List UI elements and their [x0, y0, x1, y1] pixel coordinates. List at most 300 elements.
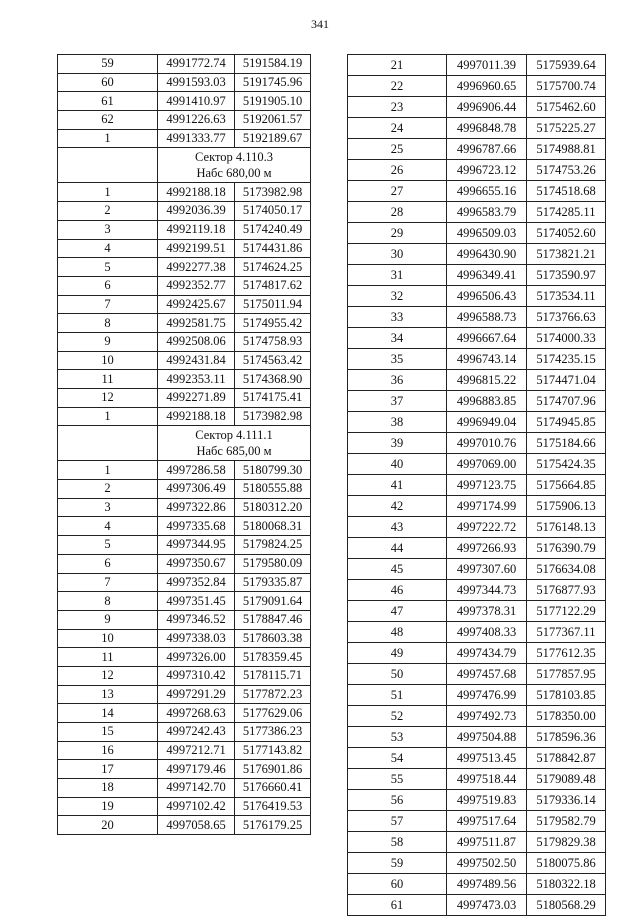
point-number-cell: 48: [348, 622, 447, 643]
point-number-cell: 35: [348, 349, 447, 370]
table-row: [348, 601, 606, 622]
y-coordinate-cell: 5180555.88: [235, 480, 311, 499]
point-number-cell: 6: [58, 554, 158, 573]
point-number-cell: 14: [58, 704, 158, 723]
x-coordinate-cell: 4996349.41: [447, 265, 527, 286]
point-number-cell: 10: [58, 351, 158, 370]
point-number-cell: 19: [58, 797, 158, 816]
point-number-cell: 57: [348, 811, 447, 832]
point-number-cell: 59: [58, 55, 158, 74]
y-coordinate-cell: 5178596.36: [527, 727, 606, 748]
x-coordinate-cell: 4992188.18: [158, 407, 235, 426]
x-coordinate-cell: 4991593.03: [158, 73, 235, 92]
point-number-cell: 13: [58, 685, 158, 704]
y-coordinate-cell: 5180068.31: [235, 517, 311, 536]
y-coordinate-cell: 5174240.49: [235, 220, 311, 239]
table-row: [58, 760, 311, 779]
y-coordinate-cell: 5174471.04: [527, 370, 606, 391]
y-coordinate-cell: 5174945.85: [527, 412, 606, 433]
point-number-cell: 44: [348, 538, 447, 559]
x-coordinate-cell: 4997517.64: [447, 811, 527, 832]
y-coordinate-cell: 5179582.79: [527, 811, 606, 832]
table-row: [348, 76, 606, 97]
x-coordinate-cell: 4997310.42: [158, 666, 235, 685]
point-number-cell: 29: [348, 223, 447, 244]
point-number-cell: 8: [58, 592, 158, 611]
point-number-cell: 11: [58, 648, 158, 667]
y-coordinate-cell: 5179336.14: [527, 790, 606, 811]
point-number-cell: 47: [348, 601, 447, 622]
sector-header-blank: [58, 426, 158, 461]
point-number-cell: 1: [58, 407, 158, 426]
x-coordinate-cell: 4997352.84: [158, 573, 235, 592]
sector-header-row: [58, 148, 311, 183]
y-coordinate-cell: 5176660.41: [235, 779, 311, 798]
x-coordinate-cell: 4991226.63: [158, 111, 235, 130]
table-row: [58, 129, 311, 148]
table-row: [348, 118, 606, 139]
point-number-cell: 42: [348, 496, 447, 517]
sector-elevation: Набс 685,00 м: [196, 444, 272, 459]
table-row: [348, 496, 606, 517]
y-coordinate-cell: 5174955.42: [235, 314, 311, 333]
y-coordinate-cell: 5178350.00: [527, 706, 606, 727]
table-row: [348, 832, 606, 853]
table-row: [348, 664, 606, 685]
x-coordinate-cell: 4997102.42: [158, 797, 235, 816]
x-coordinate-cell: 4997518.44: [447, 769, 527, 790]
x-coordinate-cell: 4997142.70: [158, 779, 235, 798]
x-coordinate-cell: 4996655.16: [447, 181, 527, 202]
table-row: [58, 351, 311, 370]
x-coordinate-cell: 4997306.49: [158, 480, 235, 499]
y-coordinate-cell: 5174050.17: [235, 202, 311, 221]
x-coordinate-cell: 4997519.83: [447, 790, 527, 811]
x-coordinate-cell: 4997222.72: [447, 517, 527, 538]
x-coordinate-cell: 4997434.79: [447, 643, 527, 664]
point-number-cell: 20: [58, 816, 158, 835]
y-coordinate-cell: 5175424.35: [527, 454, 606, 475]
y-coordinate-cell: 5177143.82: [235, 741, 311, 760]
table-row: [58, 55, 311, 74]
sector-title: Сектор 4.110.3: [195, 150, 273, 165]
y-coordinate-cell: 5176390.79: [527, 538, 606, 559]
point-number-cell: 40: [348, 454, 447, 475]
table-row: [348, 895, 606, 916]
y-coordinate-cell: 5177367.11: [527, 622, 606, 643]
table-row: [348, 580, 606, 601]
table-row: [58, 723, 311, 742]
x-coordinate-cell: 4997326.00: [158, 648, 235, 667]
x-coordinate-cell: 4997286.58: [158, 461, 235, 480]
y-coordinate-cell: 5174563.42: [235, 351, 311, 370]
y-coordinate-cell: 5174624.25: [235, 258, 311, 277]
point-number-cell: 3: [58, 220, 158, 239]
table-row: [348, 748, 606, 769]
point-number-cell: 58: [348, 832, 447, 853]
table-row: [58, 370, 311, 389]
point-number-cell: 1: [58, 129, 158, 148]
y-coordinate-cell: 5173766.63: [527, 307, 606, 328]
y-coordinate-cell: 5192061.57: [235, 111, 311, 130]
point-number-cell: 7: [58, 295, 158, 314]
y-coordinate-cell: 5179091.64: [235, 592, 311, 611]
table-row: [58, 258, 311, 277]
x-coordinate-cell: 4997335.68: [158, 517, 235, 536]
point-number-cell: 31: [348, 265, 447, 286]
point-number-cell: 7: [58, 573, 158, 592]
x-coordinate-cell: 4996583.79: [447, 202, 527, 223]
x-coordinate-cell: 4996949.04: [447, 412, 527, 433]
x-coordinate-cell: 4997473.03: [447, 895, 527, 916]
point-number-cell: 27: [348, 181, 447, 202]
table-row: [58, 741, 311, 760]
y-coordinate-cell: 5175225.27: [527, 118, 606, 139]
point-number-cell: 21: [348, 55, 447, 76]
x-coordinate-cell: 4992425.67: [158, 295, 235, 314]
table-row: [348, 769, 606, 790]
table-row: [58, 111, 311, 130]
x-coordinate-cell: 4997322.86: [158, 498, 235, 517]
x-coordinate-cell: 4992277.38: [158, 258, 235, 277]
y-coordinate-cell: 5174175.41: [235, 389, 311, 408]
y-coordinate-cell: 5176877.93: [527, 580, 606, 601]
sector-elevation: Набс 680,00 м: [196, 166, 272, 181]
point-number-cell: 38: [348, 412, 447, 433]
y-coordinate-cell: 5174052.60: [527, 223, 606, 244]
x-coordinate-cell: 4997266.93: [447, 538, 527, 559]
table-row: [348, 874, 606, 895]
point-number-cell: 61: [58, 92, 158, 111]
y-coordinate-cell: 5174431.86: [235, 239, 311, 258]
x-coordinate-cell: 4996960.65: [447, 76, 527, 97]
x-coordinate-cell: 4997212.71: [158, 741, 235, 760]
x-coordinate-cell: 4996723.12: [447, 160, 527, 181]
x-coordinate-cell: 4997378.31: [447, 601, 527, 622]
y-coordinate-cell: 5178359.45: [235, 648, 311, 667]
point-number-cell: 4: [58, 239, 158, 258]
y-coordinate-cell: 5178847.46: [235, 610, 311, 629]
x-coordinate-cell: 4997242.43: [158, 723, 235, 742]
table-row: [58, 407, 311, 426]
x-coordinate-cell: 4997291.29: [158, 685, 235, 704]
y-coordinate-cell: 5179089.48: [527, 769, 606, 790]
table-row: [58, 332, 311, 351]
x-coordinate-cell: 4997492.73: [447, 706, 527, 727]
y-coordinate-cell: 5173982.98: [235, 407, 311, 426]
table-row: [58, 779, 311, 798]
table-row: [348, 286, 606, 307]
table-row: [348, 790, 606, 811]
y-coordinate-cell: 5177122.29: [527, 601, 606, 622]
page-number: 341: [311, 17, 329, 31]
point-number-cell: 37: [348, 391, 447, 412]
table-row: [348, 538, 606, 559]
y-coordinate-cell: 5179829.38: [527, 832, 606, 853]
table-row: [58, 295, 311, 314]
point-number-cell: 54: [348, 748, 447, 769]
table-row: [348, 307, 606, 328]
y-coordinate-cell: 5178115.71: [235, 666, 311, 685]
x-coordinate-cell: 4997010.76: [447, 433, 527, 454]
x-coordinate-cell: 4991772.74: [158, 55, 235, 74]
y-coordinate-cell: 5176419.53: [235, 797, 311, 816]
point-number-cell: 12: [58, 389, 158, 408]
y-coordinate-cell: 5179580.09: [235, 554, 311, 573]
x-coordinate-cell: 4991410.97: [158, 92, 235, 111]
table-row: [348, 97, 606, 118]
table-row: [58, 592, 311, 611]
table-row: [58, 389, 311, 408]
table-row: [348, 853, 606, 874]
point-number-cell: 11: [58, 370, 158, 389]
point-number-cell: 36: [348, 370, 447, 391]
x-coordinate-cell: 4997307.60: [447, 559, 527, 580]
y-coordinate-cell: 5176901.86: [235, 760, 311, 779]
x-coordinate-cell: 4992036.39: [158, 202, 235, 221]
y-coordinate-cell: 5175184.66: [527, 433, 606, 454]
table-row: [58, 704, 311, 723]
sector-title: Сектор 4.111.1: [195, 428, 273, 443]
table-row: [348, 727, 606, 748]
table-row: [348, 685, 606, 706]
coordinates-table-left: [57, 54, 311, 835]
y-coordinate-cell: 5174368.90: [235, 370, 311, 389]
y-coordinate-cell: 5176179.25: [235, 816, 311, 835]
table-row: [348, 412, 606, 433]
table-row: [348, 349, 606, 370]
x-coordinate-cell: 4997408.33: [447, 622, 527, 643]
point-number-cell: 24: [348, 118, 447, 139]
y-coordinate-cell: 5174817.62: [235, 276, 311, 295]
x-coordinate-cell: 4997058.65: [158, 816, 235, 835]
point-number-cell: 46: [348, 580, 447, 601]
y-coordinate-cell: 5180075.86: [527, 853, 606, 874]
x-coordinate-cell: 4996848.78: [447, 118, 527, 139]
x-coordinate-cell: 4997179.46: [158, 760, 235, 779]
x-coordinate-cell: 4992581.75: [158, 314, 235, 333]
point-number-cell: 6: [58, 276, 158, 295]
x-coordinate-cell: 4997069.00: [447, 454, 527, 475]
point-number-cell: 3: [58, 498, 158, 517]
table-row: [348, 622, 606, 643]
point-number-cell: 2: [58, 202, 158, 221]
y-coordinate-cell: 5178603.38: [235, 629, 311, 648]
x-coordinate-cell: 4997351.45: [158, 592, 235, 611]
y-coordinate-cell: 5174707.96: [527, 391, 606, 412]
table-row: [58, 554, 311, 573]
table-row: [348, 475, 606, 496]
x-coordinate-cell: 4997489.56: [447, 874, 527, 895]
y-coordinate-cell: 5191584.19: [235, 55, 311, 74]
x-coordinate-cell: 4996883.85: [447, 391, 527, 412]
point-number-cell: 39: [348, 433, 447, 454]
y-coordinate-cell: 5179824.25: [235, 536, 311, 555]
y-coordinate-cell: 5191745.96: [235, 73, 311, 92]
y-coordinate-cell: 5173821.21: [527, 244, 606, 265]
x-coordinate-cell: 4996509.03: [447, 223, 527, 244]
point-number-cell: 9: [58, 332, 158, 351]
point-number-cell: 53: [348, 727, 447, 748]
y-coordinate-cell: 5177857.95: [527, 664, 606, 685]
sector-header-blank: [58, 148, 158, 183]
table-row: [348, 517, 606, 538]
point-number-cell: 9: [58, 610, 158, 629]
point-number-cell: 52: [348, 706, 447, 727]
table-row: [58, 183, 311, 202]
y-coordinate-cell: 5178103.85: [527, 685, 606, 706]
y-coordinate-cell: 5175906.13: [527, 496, 606, 517]
table-row: [58, 498, 311, 517]
y-coordinate-cell: 5174000.33: [527, 328, 606, 349]
table-row: [58, 202, 311, 221]
table-row: [348, 643, 606, 664]
point-number-cell: 51: [348, 685, 447, 706]
x-coordinate-cell: 4997011.39: [447, 55, 527, 76]
table-row: [58, 276, 311, 295]
x-coordinate-cell: 4997513.45: [447, 748, 527, 769]
point-number-cell: 4: [58, 517, 158, 536]
point-number-cell: 26: [348, 160, 447, 181]
sector-header: [158, 426, 311, 461]
x-coordinate-cell: 4997346.52: [158, 610, 235, 629]
y-coordinate-cell: 5180799.30: [235, 461, 311, 480]
table-row: [348, 559, 606, 580]
x-coordinate-cell: 4997123.75: [447, 475, 527, 496]
y-coordinate-cell: 5177872.23: [235, 685, 311, 704]
point-number-cell: 61: [348, 895, 447, 916]
table-row: [58, 648, 311, 667]
point-number-cell: 49: [348, 643, 447, 664]
point-number-cell: 16: [58, 741, 158, 760]
x-coordinate-cell: 4997350.67: [158, 554, 235, 573]
table-row: [58, 816, 311, 835]
x-coordinate-cell: 4992199.51: [158, 239, 235, 258]
point-number-cell: 32: [348, 286, 447, 307]
table-row: [348, 391, 606, 412]
y-coordinate-cell: 5176634.08: [527, 559, 606, 580]
point-number-cell: 30: [348, 244, 447, 265]
y-coordinate-cell: 5191905.10: [235, 92, 311, 111]
x-coordinate-cell: 4997511.87: [447, 832, 527, 853]
y-coordinate-cell: 5177386.23: [235, 723, 311, 742]
x-coordinate-cell: 4997338.03: [158, 629, 235, 648]
y-coordinate-cell: 5174753.26: [527, 160, 606, 181]
y-coordinate-cell: 5173534.11: [527, 286, 606, 307]
x-coordinate-cell: 4996787.66: [447, 139, 527, 160]
table-row: [58, 666, 311, 685]
y-coordinate-cell: 5180312.20: [235, 498, 311, 517]
x-coordinate-cell: 4996743.14: [447, 349, 527, 370]
y-coordinate-cell: 5175462.60: [527, 97, 606, 118]
x-coordinate-cell: 4997502.50: [447, 853, 527, 874]
table-row: [58, 461, 311, 480]
point-number-cell: 45: [348, 559, 447, 580]
point-number-cell: 17: [58, 760, 158, 779]
y-coordinate-cell: 5178842.87: [527, 748, 606, 769]
point-number-cell: 25: [348, 139, 447, 160]
x-coordinate-cell: 4992119.18: [158, 220, 235, 239]
x-coordinate-cell: 4996815.22: [447, 370, 527, 391]
x-coordinate-cell: 4997476.99: [447, 685, 527, 706]
point-number-cell: 5: [58, 258, 158, 277]
point-number-cell: 10: [58, 629, 158, 648]
x-coordinate-cell: 4992271.89: [158, 389, 235, 408]
x-coordinate-cell: 4997174.99: [447, 496, 527, 517]
x-coordinate-cell: 4997457.68: [447, 664, 527, 685]
table-row: [58, 92, 311, 111]
table-row: [58, 536, 311, 555]
table-row: [348, 265, 606, 286]
point-number-cell: 5: [58, 536, 158, 555]
table-row: [58, 629, 311, 648]
y-coordinate-cell: 5177612.35: [527, 643, 606, 664]
point-number-cell: 8: [58, 314, 158, 333]
table-row: [348, 139, 606, 160]
point-number-cell: 12: [58, 666, 158, 685]
y-coordinate-cell: 5175011.94: [235, 295, 311, 314]
x-coordinate-cell: 4996906.44: [447, 97, 527, 118]
table-row: [58, 573, 311, 592]
point-number-cell: 1: [58, 183, 158, 202]
y-coordinate-cell: 5174518.68: [527, 181, 606, 202]
table-row: [348, 55, 606, 76]
coordinates-table-right: [347, 54, 606, 916]
point-number-cell: 60: [348, 874, 447, 895]
point-number-cell: 2: [58, 480, 158, 499]
table-row: [58, 73, 311, 92]
point-number-cell: 34: [348, 328, 447, 349]
table-row: [348, 433, 606, 454]
point-number-cell: 43: [348, 517, 447, 538]
table-row: [348, 328, 606, 349]
y-coordinate-cell: 5192189.67: [235, 129, 311, 148]
table-row: [58, 480, 311, 499]
table-row: [58, 797, 311, 816]
x-coordinate-cell: 4997344.73: [447, 580, 527, 601]
table-row: [348, 181, 606, 202]
point-number-cell: 55: [348, 769, 447, 790]
y-coordinate-cell: 5173590.97: [527, 265, 606, 286]
point-number-cell: 62: [58, 111, 158, 130]
point-number-cell: 41: [348, 475, 447, 496]
y-coordinate-cell: 5175700.74: [527, 76, 606, 97]
table-row: [58, 610, 311, 629]
table-row: [348, 223, 606, 244]
point-number-cell: 33: [348, 307, 447, 328]
y-coordinate-cell: 5177629.06: [235, 704, 311, 723]
y-coordinate-cell: 5174285.11: [527, 202, 606, 223]
point-number-cell: 50: [348, 664, 447, 685]
point-number-cell: 23: [348, 97, 447, 118]
point-number-cell: 60: [58, 73, 158, 92]
point-number-cell: 15: [58, 723, 158, 742]
y-coordinate-cell: 5173982.98: [235, 183, 311, 202]
table-row: [58, 220, 311, 239]
point-number-cell: 59: [348, 853, 447, 874]
x-coordinate-cell: 4996667.64: [447, 328, 527, 349]
table-row: [58, 685, 311, 704]
x-coordinate-cell: 4992431.84: [158, 351, 235, 370]
x-coordinate-cell: 4997504.88: [447, 727, 527, 748]
point-number-cell: 56: [348, 790, 447, 811]
sector-header: [158, 148, 311, 183]
table-row: [58, 314, 311, 333]
y-coordinate-cell: 5174235.15: [527, 349, 606, 370]
y-coordinate-cell: 5176148.13: [527, 517, 606, 538]
y-coordinate-cell: 5174988.81: [527, 139, 606, 160]
x-coordinate-cell: 4991333.77: [158, 129, 235, 148]
